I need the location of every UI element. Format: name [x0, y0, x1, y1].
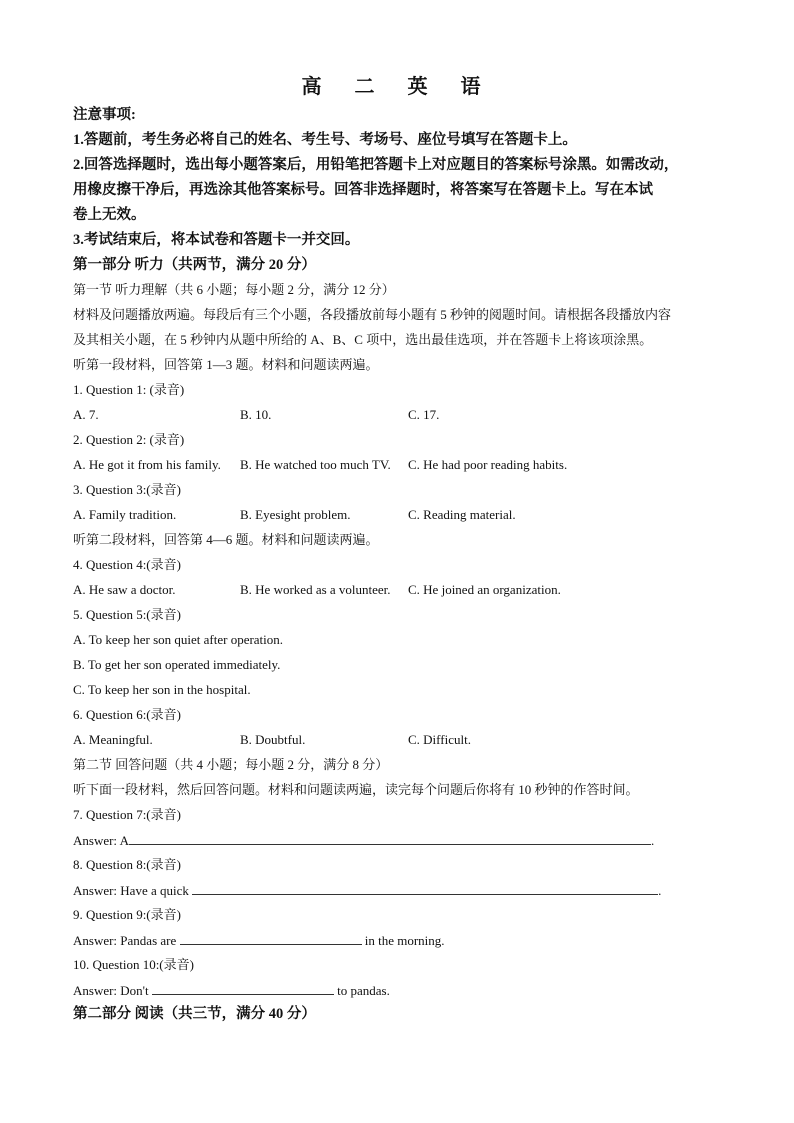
answer-suffix: . — [650, 833, 655, 848]
option-a: A. Meaningful. — [73, 732, 153, 747]
question-5-option-b: B. To get her son operated immediately. — [73, 657, 281, 672]
page-title: 高 二 英 语 — [301, 76, 495, 98]
material-2-instruction: 听第二段材料，回答第 4—6 题。材料和问题读两遍。 — [73, 532, 379, 547]
question-7-stem: 7. Question 7:(录音) — [73, 807, 181, 822]
question-3-stem: 3. Question 3:(录音) — [73, 482, 181, 497]
notice-heading: 注意事项: — [73, 107, 136, 123]
section1-heading: 第一节 听力理解（共 6 小题；每小题 2 分，满分 12 分） — [73, 282, 395, 297]
section2-intro: 听下面一段材料，然后回答问题。材料和问题读两遍，读完每个问题后你将有 10 秒钟的作答时间。 — [73, 782, 639, 797]
answer-suffix: . — [658, 883, 662, 898]
option-c: C. Difficult. — [408, 732, 471, 747]
option-b: B. He worked as a volunteer. — [240, 582, 391, 597]
answer-blank[interactable] — [180, 931, 362, 945]
option-c: C. He had poor reading habits. — [408, 457, 568, 472]
question-10-answer — [73, 981, 390, 1000]
answer-blank[interactable] — [129, 831, 651, 845]
option-b: B. Doubtful. — [240, 732, 306, 747]
question-5-stem: 5. Question 5:(录音) — [73, 607, 181, 622]
option-a: A. He got it from his family. — [73, 457, 221, 472]
question-9-answer — [73, 931, 445, 950]
option-b: B. Eyesight problem. — [240, 507, 351, 522]
question-6-options — [73, 731, 723, 749]
option-c: C. 17. — [408, 407, 440, 422]
option-a: A. 7. — [73, 407, 99, 422]
option-a: A. He saw a doctor. — [73, 582, 176, 597]
option-b: B. He watched too much TV. — [240, 457, 391, 472]
notice-item-2-line-3: 卷上无效。 — [73, 207, 146, 223]
option-c: C. He joined an organization. — [408, 582, 561, 597]
notice-item-2-line-2: 用橡皮擦干净后，再选涂其他答案标号。回答非选择题时，将答案写在答题卡上。写在本试 — [73, 182, 653, 198]
section2-heading: 第二节 回答问题（共 4 小题；每小题 2 分，满分 8 分） — [73, 757, 389, 772]
question-2-options — [73, 456, 723, 474]
question-2-stem: 2. Question 2: (录音) — [73, 432, 185, 447]
question-1-stem: 1. Question 1: (录音) — [73, 382, 185, 397]
question-1-options — [73, 406, 723, 424]
answer-blank[interactable] — [152, 981, 334, 995]
question-5-option-c: C. To keep her son in the hospital. — [73, 682, 251, 697]
option-a: A. Family tradition. — [73, 507, 177, 522]
notice-item-1: 1.答题前，考生务必将自己的姓名、考生号、考场号、座位号填写在答题卡上。 — [73, 132, 577, 148]
question-5-option-a: A. To keep her son quiet after operation. — [73, 632, 284, 647]
material-1-instruction: 听第一段材料，回答第 1—3 题。材料和问题读两遍。 — [73, 357, 379, 372]
question-4-options — [73, 581, 723, 599]
part1-heading: 第一部分 听力（共两节，满分 20 分） — [73, 257, 316, 273]
notice-item-2-line-1: 2.回答选择题时，选出每小题答案后，用铅笔把答题卡上对应题目的答案标号涂黑。如需改动， — [73, 157, 679, 173]
question-10-stem: 10. Question 10:(录音) — [73, 957, 194, 972]
answer-prefix: Answer: A — [73, 833, 129, 848]
question-4-stem: 4. Question 4:(录音) — [73, 557, 181, 572]
answer-blank[interactable] — [192, 881, 658, 895]
answer-prefix: Answer: Pandas are — [73, 933, 180, 948]
question-9-stem: 9. Question 9:(录音) — [73, 907, 181, 922]
answer-prefix: Answer: Don't — [73, 983, 152, 998]
question-8-stem: 8. Question 8:(录音) — [73, 857, 181, 872]
section1-intro-line-2: 及其相关小题，在 5 秒钟内从题中所给的 A、B、C 项中，选出最佳选项，并在答题卡上将该项涂黑。 — [73, 332, 653, 347]
option-b: B. 10. — [240, 407, 272, 422]
option-c: C. Reading material. — [408, 507, 516, 522]
question-6-stem: 6. Question 6:(录音) — [73, 707, 181, 722]
answer-suffix: in the morning. — [361, 933, 445, 948]
question-7-answer — [73, 831, 654, 850]
notice-item-3: 3.考试结束后，将本试卷和答题卡一并交回。 — [73, 232, 360, 248]
question-8-answer — [73, 881, 661, 900]
section1-intro-line-1: 材料及问题播放两遍。每段后有三个小题，各段播放前每小题有 5 秒钟的阅题时间。请根据各段播放内容 — [73, 307, 672, 322]
answer-suffix: to pandas. — [333, 983, 390, 998]
answer-prefix: Answer: Have a quick — [73, 883, 193, 898]
part2-heading: 第二部分 阅读（共三节，满分 40 分） — [73, 1006, 316, 1022]
question-3-options — [73, 506, 723, 524]
